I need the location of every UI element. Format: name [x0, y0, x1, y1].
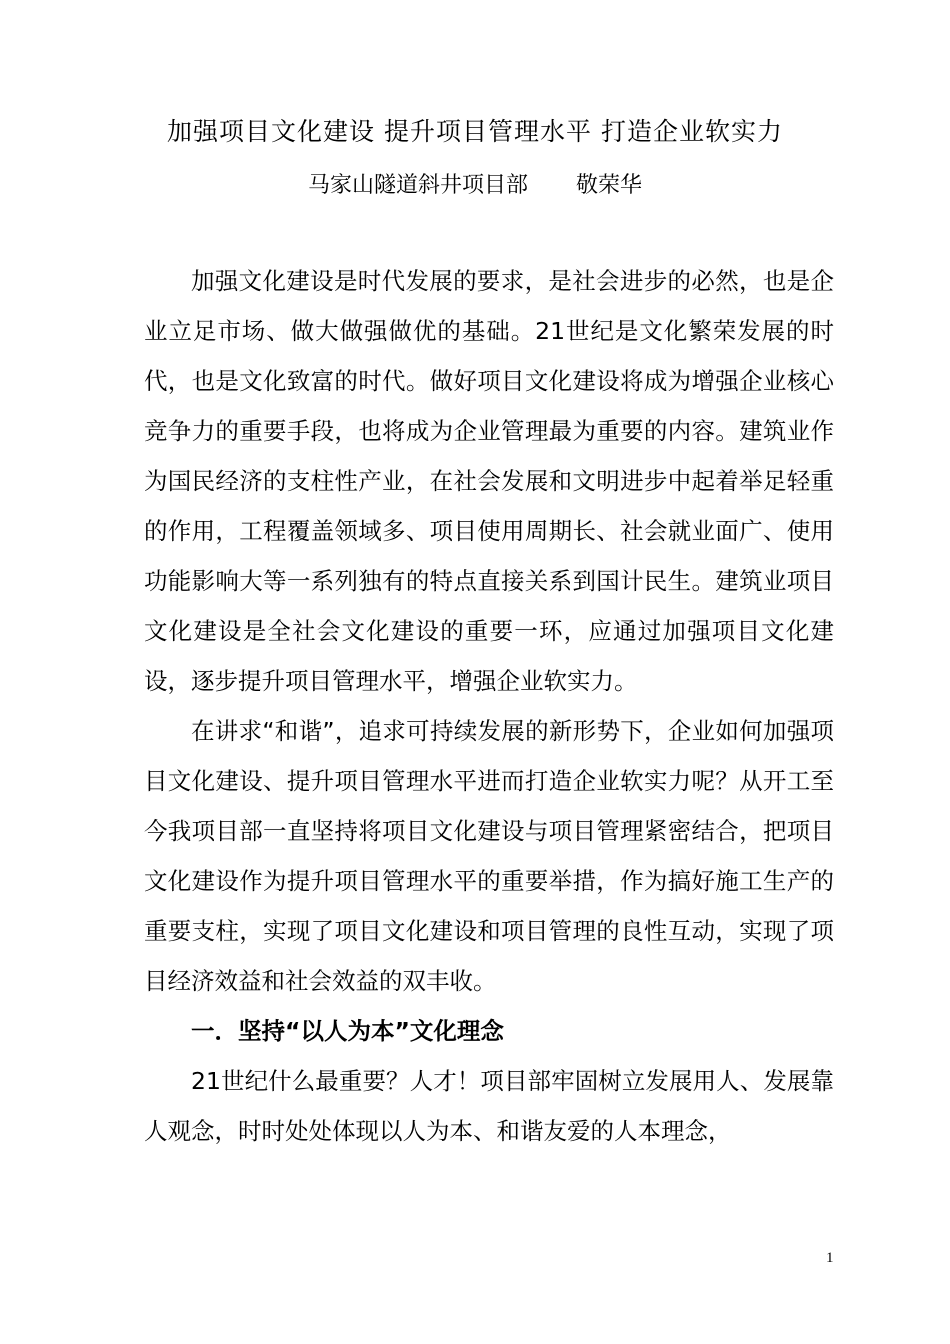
section-paragraph: 21世纪什么最重要？人才！项目部牢固树立发展用人、发展靠人观念，时时处处体现以人为本、和谐友爱的人本理念， [144, 1067, 834, 1145]
document-body [144, 256, 834, 1156]
author-unit: 马家山隧道斜井项目部 [307, 173, 528, 198]
body-paragraph-2: 在讲求“和谐”，追求可持续发展的新形势下，企业如何加强项目文化建设、提升项目管理水平进而打造企业软实力呢？从开工至今我项目部一直坚持将项目文化建设与项目管理紧密结合，把项目文化建设作为提升项目管理水平的重要举措，作为搞好施工生产的重要支柱，实现了项目文化建设和项目管理的良性互动，实现了项目经济效益和社会效益的双丰收。 [144, 717, 834, 995]
document-title: 加强项目文化建设 提升项目管理水平 打造企业软实力 [167, 117, 783, 146]
section-heading: 一．坚持“以人为本”文化理念 [191, 1017, 504, 1045]
author-name: 敬荣华 [576, 173, 643, 198]
page-number: 1 [826, 1250, 834, 1266]
body-paragraph-1: 加强文化建设是时代发展的要求，是社会进步的必然，也是企业立足市场、做大做强做优的基础。21世纪是文化繁荣发展的时代，也是文化致富的时代。做好项目文化建设将成为增强企业核心竞争力的重要手段，也将成为企业管理最为重要的内容。建筑业作为国民经济的支柱性产业，在社会发展和文明进步中起着举足轻重的作用，工程覆盖领域多、项目使用周期长、社会就业面广、使用功能影响大等一系列独有的特点直接关系到国计民生。建筑业项目文化建设是全社会文化建设的重要一环，应通过加强项目文化建设，逐步提升项目管理水平，增强企业软实力。 [144, 267, 834, 695]
author-line [0, 168, 950, 199]
